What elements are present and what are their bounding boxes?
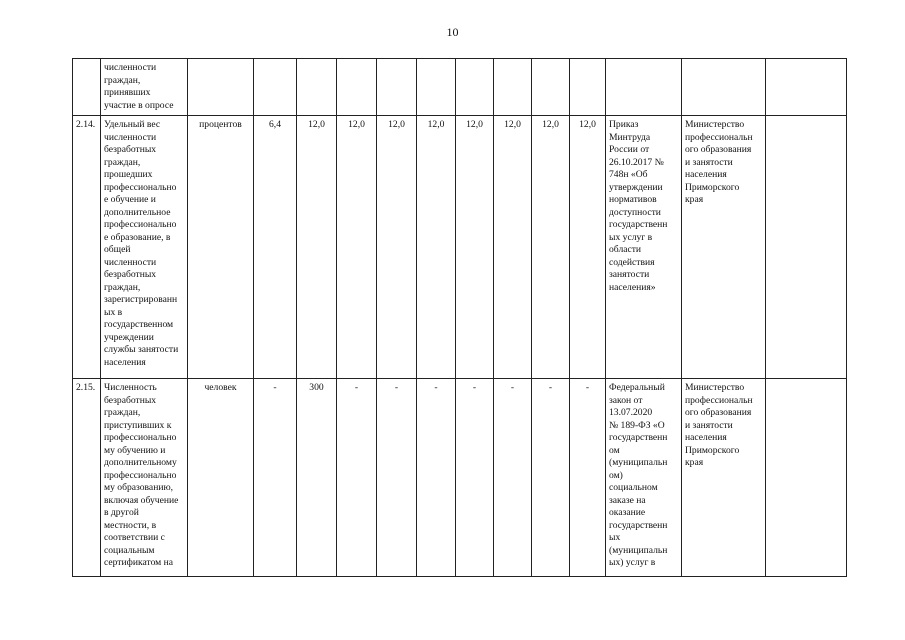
page-number: 10 [446,25,459,39]
value-cell: 300 [297,379,337,577]
indicator-name: Удельный вес численности безработных граждан, прошедших профессионально е обучение и дополнительное профессионально е образование, в общей численности безработных граждан, зарегистрированн ых в государственном учреждении службы занятости населения [101,116,188,379]
value-cell [532,59,570,116]
value-cell [297,59,337,116]
legal-basis-cell [606,59,682,116]
value-cell: 12,0 [377,116,417,379]
row-number: 2.14. [73,116,101,379]
value-cell: 12,0 [456,116,494,379]
value-cell: - [494,379,532,577]
value-cell: - [456,379,494,577]
value-cell: 12,0 [337,116,377,379]
value-cell: 6,4 [254,116,297,379]
legal-basis-cell: Федеральный закон от 13.07.2020 № 189-ФЗ «О государственн ом (муниципальн ом) социальном заказе на оказание государственн ых (муниципальн ых) услуг в [606,379,682,577]
value-cell: 12,0 [297,116,337,379]
value-cell [456,59,494,116]
value-cell: 12,0 [570,116,606,379]
executor-cell: Министерство профессиональн ого образования и занятости населения Приморского края [682,116,766,379]
executor-cell [682,59,766,116]
note-cell [766,379,847,577]
value-cell: - [377,379,417,577]
row-number [73,59,101,116]
indicators-table [72,58,847,577]
row-number: 2.15. [73,379,101,577]
value-cell: 12,0 [417,116,456,379]
value-cell [494,59,532,116]
value-cell: - [417,379,456,577]
unit-cell: процентов [188,116,254,379]
value-cell [377,59,417,116]
value-cell [570,59,606,116]
value-cell: - [254,379,297,577]
value-cell: - [337,379,377,577]
indicator-name: Численность безработных граждан, приступивших к профессионально му обучению и дополнительному профессионально му образованию, включая обучение в другой местности, в соответствии с социальным сертификатом на [101,379,188,577]
value-cell: - [570,379,606,577]
value-cell: 12,0 [494,116,532,379]
unit-cell: человек [188,379,254,577]
value-cell: 12,0 [532,116,570,379]
note-cell [766,116,847,379]
legal-basis-cell: Приказ Минтруда России от 26.10.2017 № 748н «Об утверждении нормативов доступности государственн ых услуг в области содействия занятости населения» [606,116,682,379]
value-cell [254,59,297,116]
note-cell [766,59,847,116]
table-row [73,379,847,577]
unit-cell [188,59,254,116]
value-cell: - [532,379,570,577]
executor-cell: Министерство профессиональн ого образования и занятости населения Приморского края [682,379,766,577]
indicator-name: численности граждан, принявших участие в опросе [101,59,188,116]
value-cell [417,59,456,116]
table-row [73,59,847,116]
value-cell [337,59,377,116]
table-row [73,116,847,379]
